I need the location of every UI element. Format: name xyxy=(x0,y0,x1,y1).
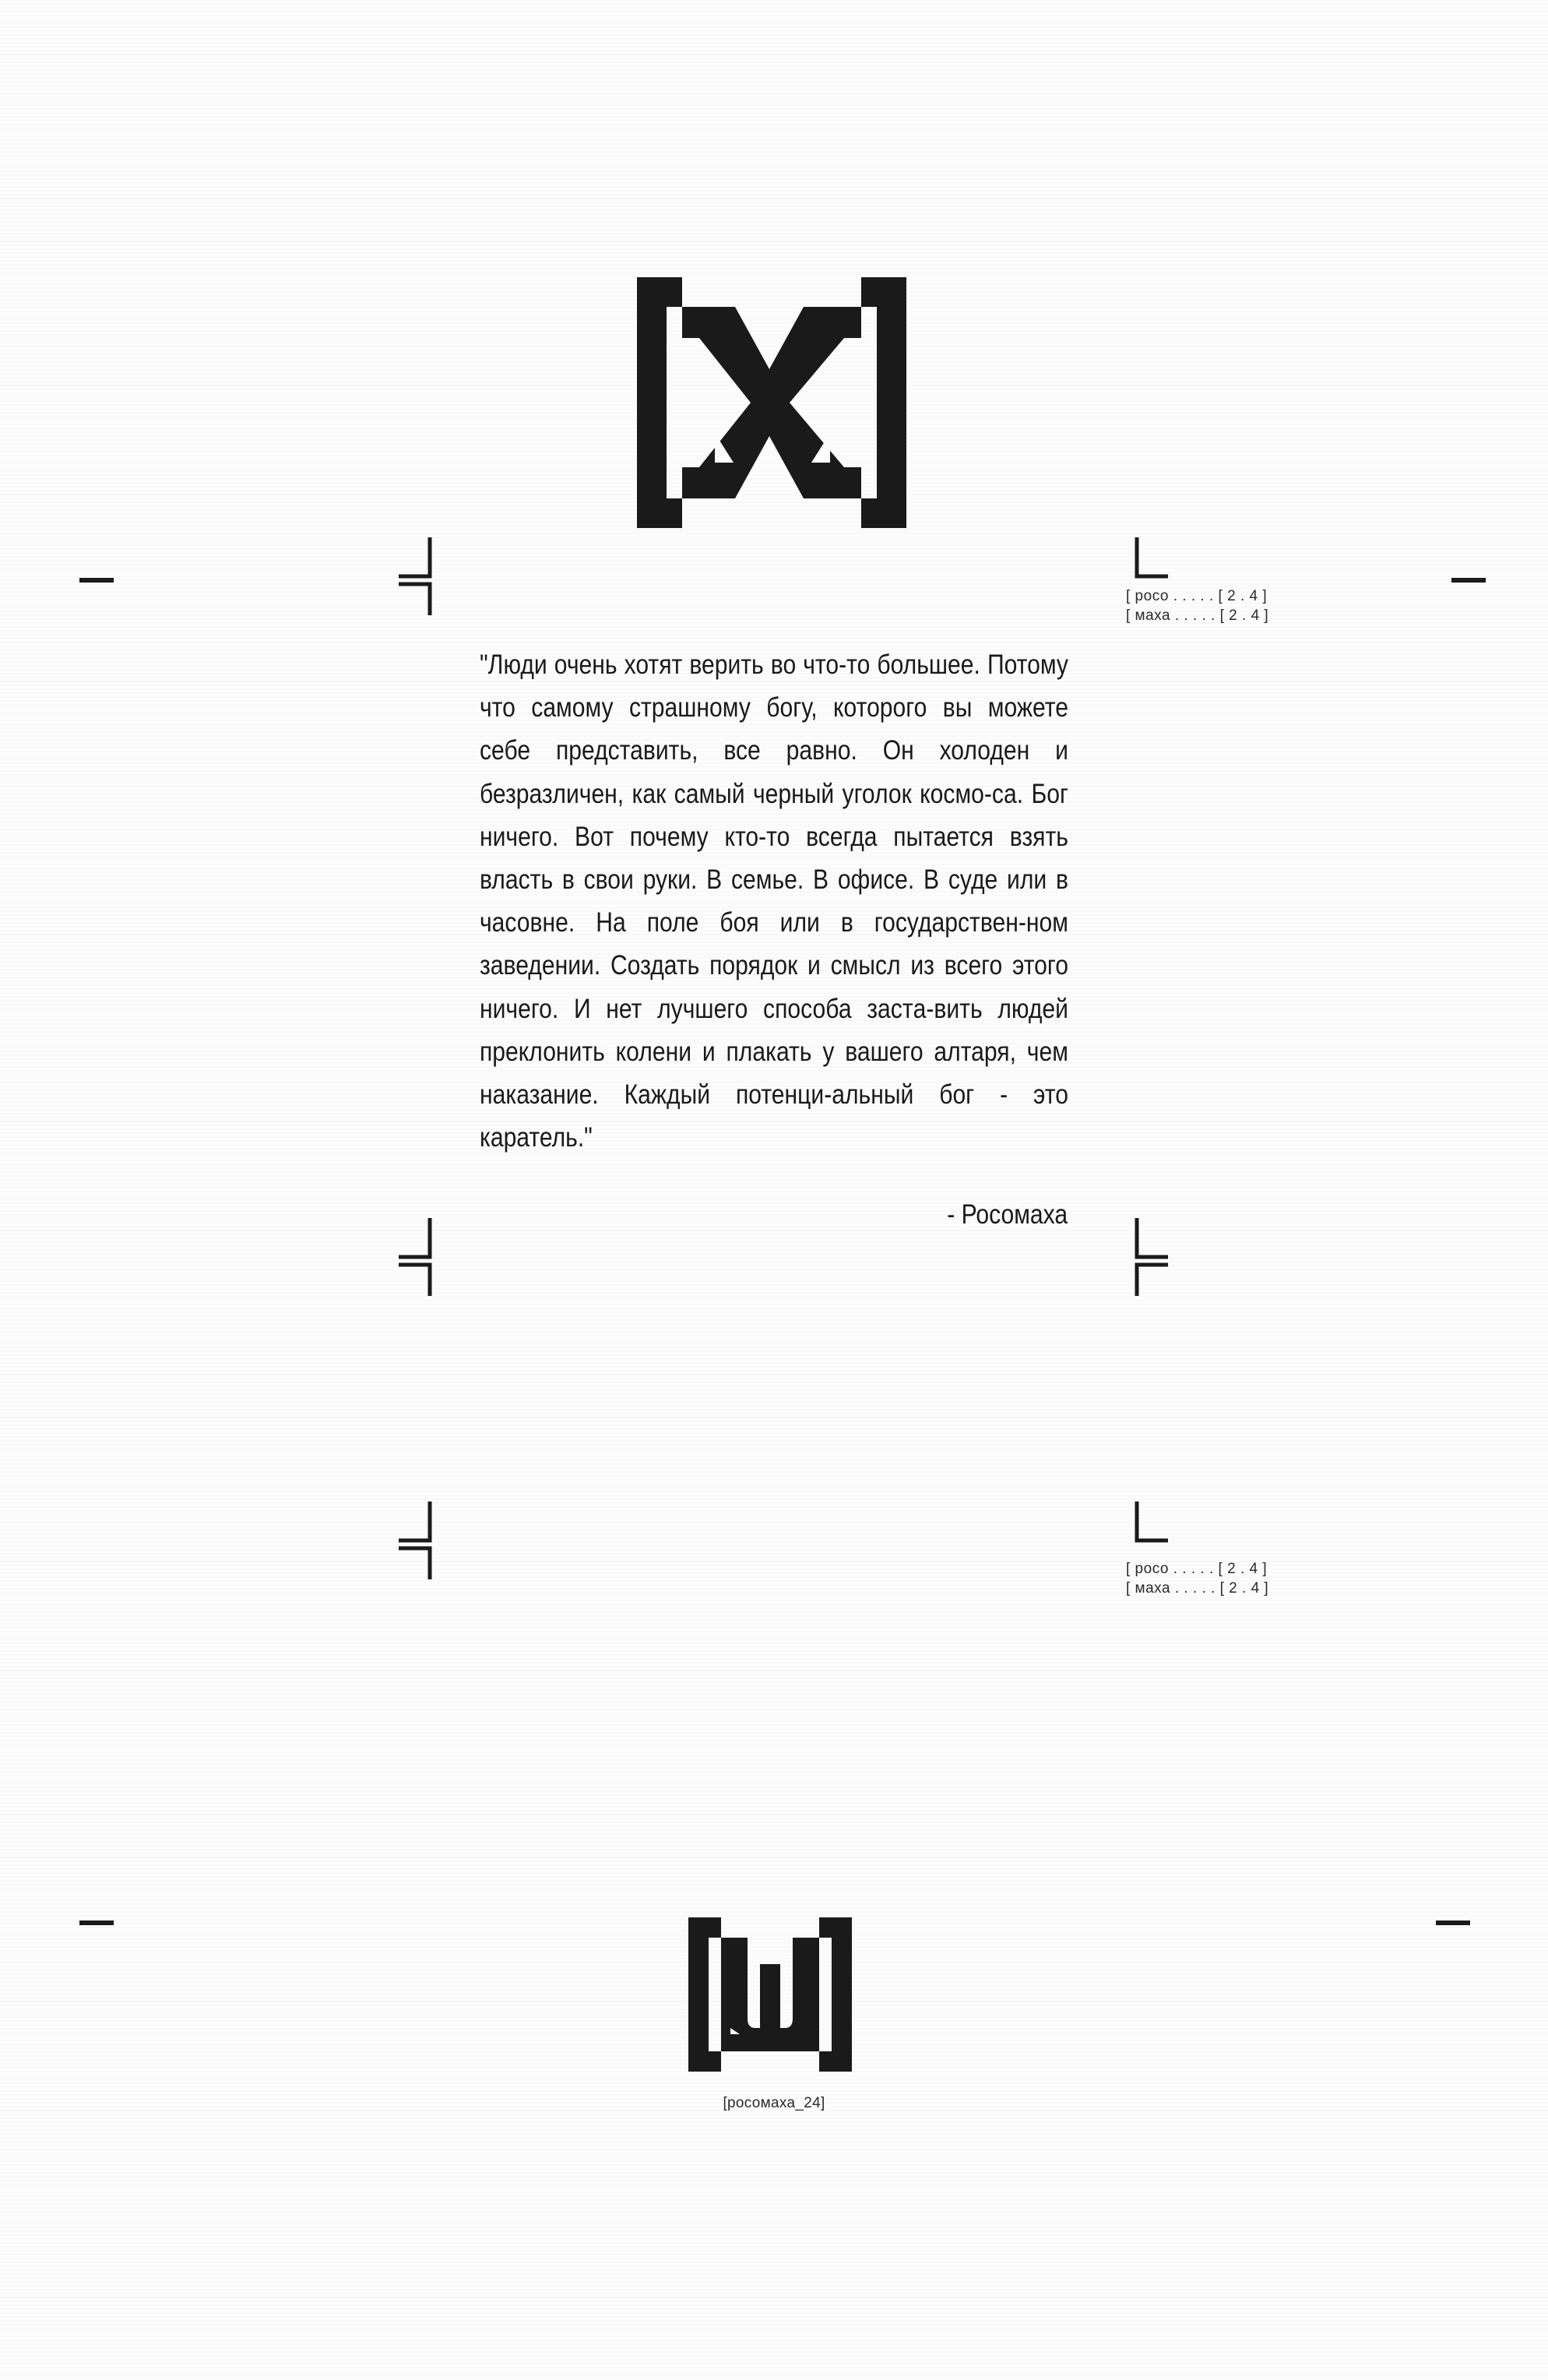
crop-mark-icon xyxy=(392,1502,439,1579)
bracketed-x-logo-icon xyxy=(637,277,906,528)
registration-dash xyxy=(1436,1921,1470,1925)
page-label: [росомаха_24] xyxy=(723,2095,825,2111)
code-label-line: [ росо . . . . . [ 2 . 4 ] xyxy=(1126,1561,1268,1577)
registration-dash xyxy=(79,1921,114,1925)
registration-dash xyxy=(1451,578,1486,583)
code-label-line: [ маха . . . . . [ 2 . 4 ] xyxy=(1126,607,1269,624)
bracketed-w-logo-icon xyxy=(688,1917,852,2072)
registration-dash xyxy=(79,578,114,583)
crop-mark-icon xyxy=(392,537,439,615)
quote-author: - Росомаха xyxy=(947,1199,1068,1230)
code-label-bottom xyxy=(1126,1559,1268,1598)
quote-block xyxy=(480,643,1068,1159)
code-label-top xyxy=(1126,586,1268,625)
code-label-line: [ росо . . . . . [ 2 . 4 ] xyxy=(1126,588,1268,604)
code-label-line: [ маха . . . . . [ 2 . 4 ] xyxy=(1126,1580,1269,1597)
quote-text: "Люди очень хотят верить во что-то большее. Потому что самому страшному богу, которого вы можете себе представить, все равно. Он холоден и безразличен, как самый черный уголок космо-са. Бог ничего. Вот почему кто-то всегда пытается взять власть в свои руки. В семье. В офисе. В суде или в часовне. На поле боя или в государствен-ном заведении. Создать порядок и смысл из всего этого ничего. И нет лучшего способа застa-вить людей преклонить колени и плакать у вашего алтаря, чем наказание. Каждый потенци-альный бог - это каратель." xyxy=(480,650,1068,1153)
crop-mark-icon xyxy=(1128,1218,1174,1296)
crop-mark-icon xyxy=(392,1218,439,1296)
